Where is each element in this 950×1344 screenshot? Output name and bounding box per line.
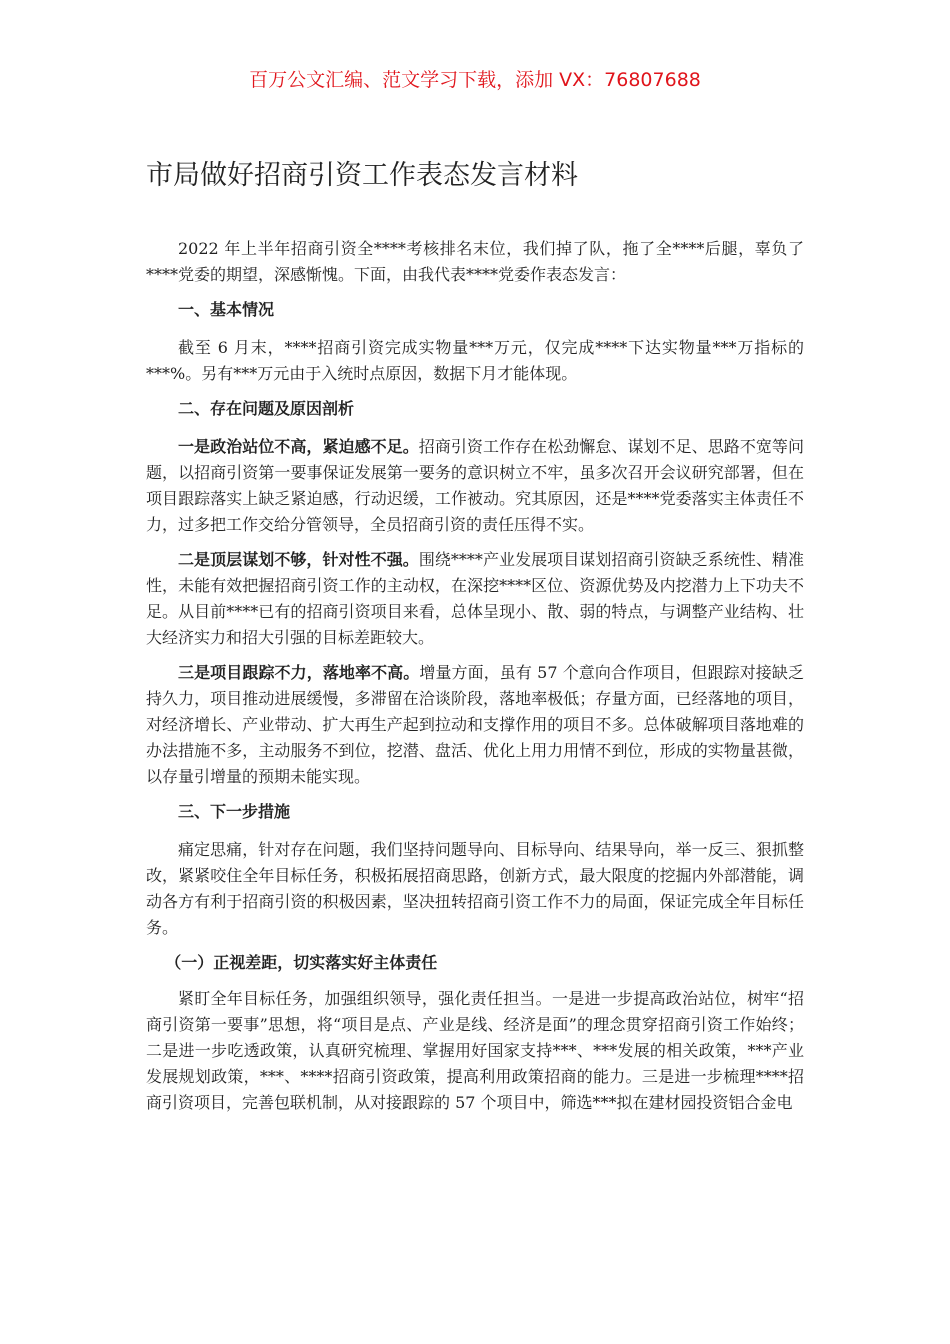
- section-heading-next-steps: 三、下一步措施: [178, 802, 291, 821]
- measure-heading-1: （一）正视差距，切实落实好主体责任: [165, 953, 438, 972]
- issue-paragraph-2: [146, 547, 804, 651]
- document-title: 市局做好招商引资工作表态发言材料: [146, 160, 578, 191]
- issue-paragraph-1: [146, 434, 804, 538]
- issue-1-body: 招商引资工作存在松劲懈怠、谋划不足、思路不宽等问题，以招商引资第一要事保证发展第一要务的意识树立不牢，虽多次召开会议研究部署，但在项目跟踪落实上缺乏紧迫感，行动迟缓，工作被动。究其原因，还是****党委落实主体责任不力，过多把工作交给分管领导，全员招商引资的责任压得不实。: [146, 437, 804, 534]
- measure-paragraph-1: 紧盯全年目标任务，加强组织领导，强化责任担当。一是进一步提高政治站位，树牢“招商引资第一要事”思想，将“项目是点、产业是线、经济是面”的理念贯穿招商引资工作始终；二是进一步吃透政策，认真研究梳理、掌握用好国家支持***、***发展的相关政策，***产业发展规划政策，***、****招商引资政策，提高利用政策招商的能力。三是进一步梳理****招商引资项目，完善包联机制，从对接跟踪的 57 个项目中，筛选***拟在建材园投资铝合金电: [146, 989, 804, 1112]
- document-body: [146, 236, 804, 1125]
- issue-paragraph-3: [146, 660, 804, 790]
- next-steps-intro: 痛定思痛，针对存在问题，我们坚持问题导向、目标导向、结果导向，举一反三、狠抓整改，紧紧咬住全年目标任务，积极拓展招商思路，创新方式，最大限度的挖掘内外部潜能，调动各方有利于招商引资的积极因素，坚决扭转招商引资工作不力的局面，保证完成全年目标任务。: [146, 840, 804, 937]
- basic-situation-paragraph: 截至 6 月末，****招商引资完成实物量***万元，仅完成****下达实物量***万指标的***%。另有***万元由于入统时点原因，数据下月才能体现。: [146, 338, 804, 383]
- issue-1-lead: 一是政治站位不高，紧迫感不足。: [178, 437, 419, 456]
- issue-2-body: 围绕****产业发展项目谋划招商引资缺乏系统性、精准性，未能有效把握招商引资工作的主动权，在深挖****区位、资源优势及内挖潜力上下功夫不足。从目前****已有的招商引资项目来看，总体呈现小、散、弱的特点，与调整产业结构、壮大经济实力和招大引强的目标差距较大。: [146, 550, 804, 647]
- promo-banner: 百万公文汇编、范文学习下载，添加 VX：76807688: [249, 69, 701, 91]
- section-heading-basic-situation: 一、基本情况: [178, 300, 275, 319]
- issue-2-lead: 二是顶层谋划不够，针对性不强。: [178, 550, 419, 569]
- section-heading-problems: 二、存在问题及原因剖析: [178, 399, 355, 418]
- issue-3-lead: 三是项目跟踪不力，落地率不高。: [178, 663, 420, 682]
- intro-paragraph: 2022 年上半年招商引资全****考核排名末位，我们掉了队，拖了全****后腿，辜负了****党委的期望，深感惭愧。下面，由我代表****党委作表态发言：: [146, 239, 804, 284]
- issue-3-body: 增量方面，虽有 57 个意向合作项目，但跟踪对接缺乏持久力，项目推动进展缓慢，多滞留在洽谈阶段，落地率极低；存量方面，已经落地的项目，对经济增长、产业带动、扩大再生产起到拉动和支撑作用的项目不多。总体破解项目落地难的办法措施不多，主动服务不到位，挖潜、盘活、优化上用力用情不到位，形成的实物量甚微，以存量引增量的预期未能实现。: [146, 663, 804, 786]
